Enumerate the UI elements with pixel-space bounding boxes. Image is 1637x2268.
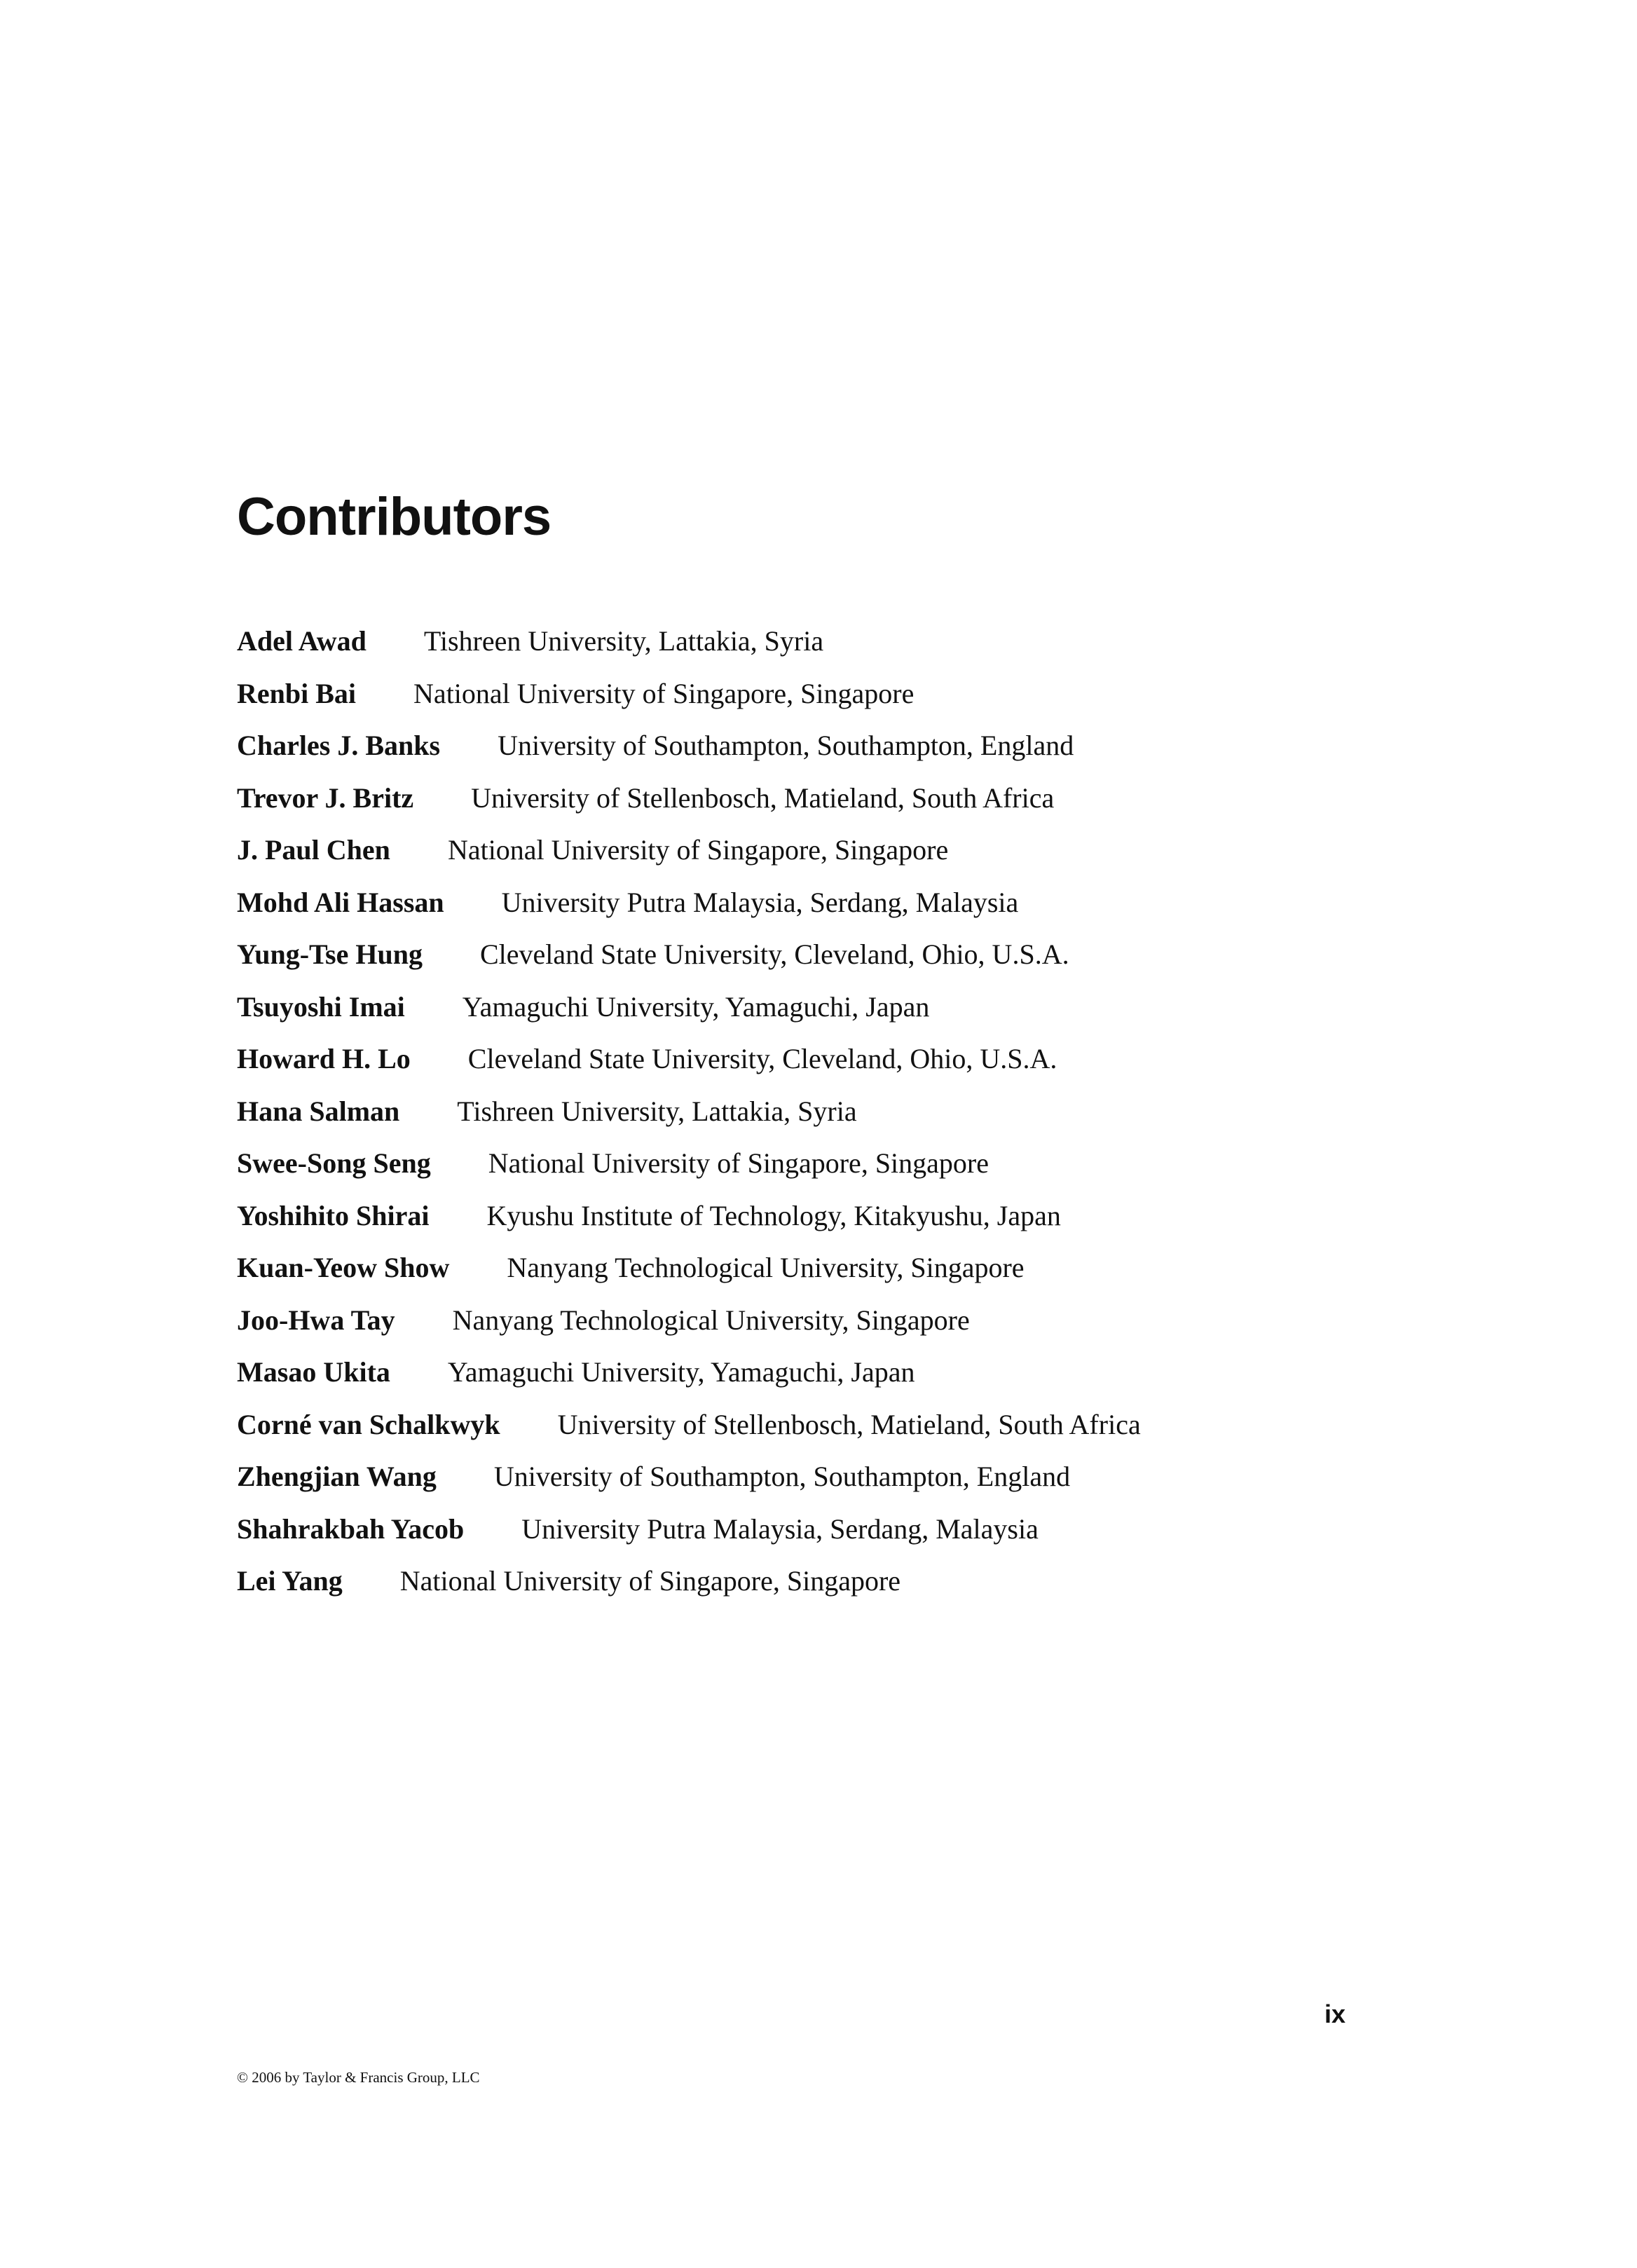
contributor-affiliation: Nanyang Technological University, Singapore (507, 1252, 1025, 1284)
contributor-name: Joo-Hwa Tay (237, 1304, 395, 1336)
contributor-name: Howard H. Lo (237, 1043, 411, 1075)
contributor-affiliation: Tishreen University, Lattakia, Syria (423, 625, 824, 657)
contributor-name: Renbi Bai (237, 677, 357, 709)
contributor-name: Mohd Ali Hassan (237, 886, 444, 918)
contributor-name: Corné van Schalkwyk (237, 1408, 500, 1440)
contributor-row (237, 1294, 1498, 1347)
contributor-row (237, 1190, 1498, 1243)
contributor-row (237, 720, 1498, 772)
contributor-affiliation: Yamaguchi University, Yamaguchi, Japan (462, 990, 930, 1023)
contributor-affiliation: University Putra Malaysia, Serdang, Malaysia (521, 1512, 1039, 1545)
contributor-affiliation: National University of Singapore, Singapore (413, 677, 915, 709)
contributor-name: J. Paul Chen (237, 834, 390, 866)
contributor-name: Lei Yang (237, 1565, 343, 1597)
contributor-affiliation: University of Stellenbosch, Matieland, South Africa (471, 781, 1055, 814)
contributor-affiliation: National University of Singapore, Singapore (447, 834, 949, 866)
contributor-row (237, 1399, 1498, 1451)
contributor-row (237, 824, 1498, 877)
contributor-row (237, 1086, 1498, 1138)
contributor-row (237, 929, 1498, 981)
contributor-name: Masao Ukita (237, 1356, 390, 1388)
contributor-row (237, 877, 1498, 929)
contributor-row (237, 772, 1498, 825)
page-title: Contributors (237, 487, 552, 547)
contributor-affiliation: University of Stellenbosch, Matieland, South Africa (557, 1408, 1141, 1440)
contributor-affiliation: Kyushu Institute of Technology, Kitakyushu, Japan (486, 1199, 1061, 1231)
contributor-affiliation: Tishreen University, Lattakia, Syria (457, 1095, 857, 1127)
contributor-affiliation: Cleveland State University, Cleveland, Ohio, U.S.A. (467, 1043, 1057, 1075)
contributor-row (237, 981, 1498, 1034)
contributor-affiliation: University Putra Malaysia, Serdang, Malaysia (501, 886, 1019, 918)
contributor-name: Zhengjian Wang (237, 1461, 437, 1493)
contributor-name: Kuan-Yeow Show (237, 1252, 450, 1284)
contributor-affiliation: Cleveland State University, Cleveland, Ohio, U.S.A. (479, 938, 1069, 971)
contributor-row (237, 668, 1498, 720)
contributor-row (237, 1555, 1498, 1608)
contributor-name: Tsuyoshi Imai (237, 990, 405, 1023)
contributor-affiliation: University of Southampton, Southampton, England (493, 1461, 1071, 1493)
contributor-row (237, 1138, 1498, 1190)
contributor-affiliation: University of Southampton, Southampton, England (498, 730, 1074, 762)
contributor-row (237, 1033, 1498, 1086)
contributor-row (237, 1242, 1498, 1294)
contributors-list (237, 615, 1498, 1608)
contributor-name: Trevor J. Britz (237, 781, 414, 814)
contributor-name: Yoshihito Shirai (237, 1199, 430, 1231)
contributor-affiliation: Yamaguchi University, Yamaguchi, Japan (447, 1356, 915, 1388)
contributor-affiliation: National University of Singapore, Singapore (399, 1565, 901, 1597)
contributor-name: Yung-Tse Hung (237, 938, 423, 971)
contributor-row (237, 1451, 1498, 1503)
page-number: ix (1324, 2000, 1346, 2028)
contributor-affiliation: National University of Singapore, Singapore (488, 1147, 989, 1180)
contributor-row (237, 1503, 1498, 1556)
contributor-name: Shahrakbah Yacob (237, 1512, 465, 1545)
contributor-row (237, 1346, 1498, 1399)
contributor-row (237, 615, 1498, 668)
contributor-name: Hana Salman (237, 1095, 400, 1127)
contributor-name: Charles J. Banks (237, 730, 441, 762)
copyright-notice: © 2006 by Taylor & Francis Group, LLC (237, 2069, 480, 2086)
contributor-name: Swee-Song Seng (237, 1147, 431, 1180)
contributor-affiliation: Nanyang Technological University, Singapore (452, 1304, 970, 1336)
contributor-name: Adel Awad (237, 625, 367, 657)
